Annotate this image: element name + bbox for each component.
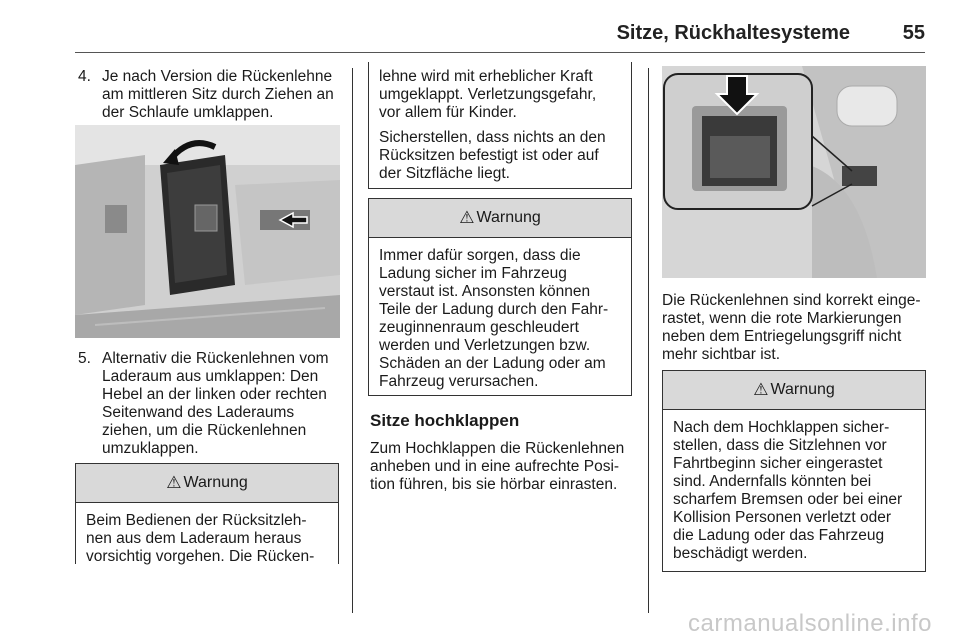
warning-box-3	[662, 370, 926, 572]
section-heading: Sitze hochklappen	[370, 411, 520, 430]
warning-header-2	[369, 199, 631, 238]
step-5	[78, 350, 340, 458]
warning-label-1: Warnung	[183, 474, 248, 491]
warning-triangle-icon: ⚠	[753, 380, 769, 399]
step-5-text: Alternativ die Rückenlehnen vom Laderaum aus umklappen: Den Hebel an der linken oder rechten Seitenwand des Laderaums ziehen, um die Rückenlehnen umzuklappen.	[102, 350, 329, 457]
watermark: carmanualsonline.info	[688, 610, 932, 637]
warning-label-2: Warnung	[476, 209, 541, 226]
page-number: 55	[902, 22, 925, 44]
warning-continued-text-1: lehne wird mit erheblicher Kraft umgeklappt. Verletzungsgefahr, vor allem für Kinder.	[379, 68, 597, 121]
warning-continued-text-2: Sicherstellen, dass nichts an den Rücksitzen befestigt ist oder auf der Sitzfläche liegt.	[379, 129, 606, 182]
figure-release-handle	[662, 66, 926, 278]
warning-header-3	[663, 371, 925, 410]
warning-text-3: Nach dem Hochklappen sicher-stellen, dass die Sitzlehnen vor Fahrtbeginn sicher eingerastet sind. Andernfalls könnten bei scharfem Bremsen oder bei einer Kollision Personen verletzt oder die Ladung oder das Fahrzeug beschädigt werden.	[673, 419, 903, 562]
header-rule	[75, 52, 925, 53]
step-4	[78, 68, 340, 122]
warning-header-1	[76, 464, 338, 503]
release-handle-illustration	[662, 66, 926, 278]
warning-triangle-icon: ⚠	[459, 208, 475, 227]
figure-seat-fold	[75, 125, 340, 338]
page-title: Sitze, Rückhaltesysteme	[616, 22, 850, 44]
section-text: Zum Hochklappen die Rückenlehnen anheben und in eine aufrechte Posi-tion führen, bis sie hörbar einrasten.	[370, 440, 625, 493]
step-4-text: Je nach Version die Rückenlehne am mittleren Sitz durch Ziehen an der Schlaufe umklappen.	[102, 68, 334, 121]
warning-text-2: Immer dafür sorgen, dass die Ladung sicher im Fahrzeug verstaut ist. Ansonsten können Teile der Ladung durch den Fahr-zeuginnenraum geschleudert werden und Verletzungen bzw. Schäden an der Ladung oder am Fahrzeug verursachen.	[379, 247, 609, 390]
seat-fold-illustration	[75, 125, 340, 338]
figure-caption: Die Rückenlehnen sind korrekt einge-rastet, wenn die rote Markierungen neben dem Entriegelungsgriff nicht mehr sichtbar ist.	[662, 292, 921, 363]
warning-box-2	[368, 198, 632, 396]
step-5-number: 5.	[78, 350, 91, 367]
warning-box-continued	[368, 62, 632, 189]
step-4-number: 4.	[78, 68, 91, 85]
column-divider-2	[648, 68, 649, 613]
warning-triangle-icon: ⚠	[166, 473, 182, 492]
warning-box-1	[75, 463, 339, 564]
warning-label-3: Warnung	[770, 381, 835, 398]
column-divider-1	[352, 68, 353, 613]
warning-text-1: Beim Bedienen der Rücksitzleh-nen aus dem Laderaum heraus vorsichtig vorgehen. Die Rücken-	[86, 512, 315, 565]
